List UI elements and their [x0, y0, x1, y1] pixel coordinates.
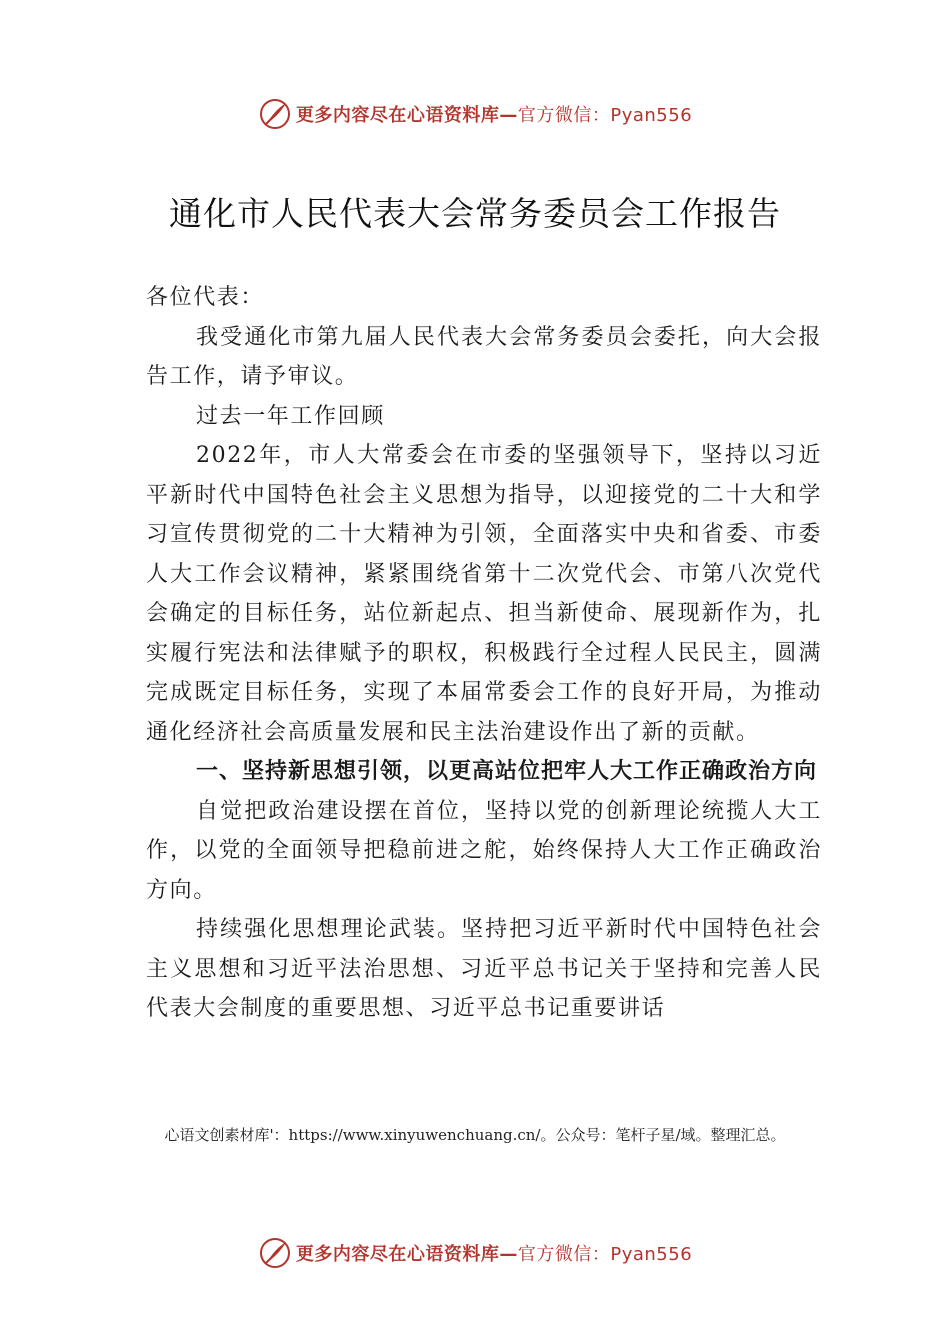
document-title: 通化市人民代表大会常务委员会工作报告	[169, 194, 781, 233]
salutation: 各位代表：	[146, 285, 265, 310]
banner-brand: 更多内容尽在心语资料库	[295, 105, 500, 126]
banner-separator: —	[499, 1244, 518, 1265]
banner-text	[296, 1240, 692, 1266]
section-label: 过去一年工作回顾	[196, 403, 385, 429]
top-banner	[0, 94, 950, 134]
section-heading-1: 一、坚持新思想引领，以更高站位把牢人大工作正确政治方向	[196, 759, 818, 784]
feather-pen-seal-icon	[258, 97, 292, 131]
banner-brand: 更多内容尽在心语资料库	[295, 1244, 500, 1265]
banner-text	[296, 101, 692, 127]
banner-wechat: 官方微信：Pyan556	[517, 105, 693, 126]
banner-wechat: 官方微信：Pyan556	[517, 1244, 693, 1265]
document-body	[146, 278, 822, 1029]
banner-separator: —	[499, 105, 518, 126]
intro-paragraph: 我受通化市第九届人民代表大会常务委员会委托，向大会报告工作，请予审议。	[146, 324, 822, 389]
paragraph-1: 自觉把政治建设摆在首位，坚持以党的创新理论统揽人大工作，以党的全面领导把稳前进之舵，始终保持人大工作正确政治方向。	[146, 798, 822, 903]
footer-note: 心语文创素材库'：https://www.xinyuwenchuang.cn/。公众号：笔杆子星/域。整理汇总。	[164, 1126, 786, 1144]
feather-pen-seal-icon	[258, 1236, 292, 1270]
review-paragraph: 2022年，市人大常委会在市委的坚强领导下，坚持以习近平新时代中国特色社会主义思想为指导，以迎接党的二十大和学习宣传贯彻党的二十大精神为引领，全面落实中央和省委、市委人大工作会议精神，紧紧围绕省第十二次党代会、市第八次党代会确定的目标任务，站位新起点、担当新使命、展现新作为，扎实履行宪法和法律赋予的职权，积极践行全过程人民民主，圆满完成既定目标任务，实现了本届常委会工作的良好开局，为推动通化经济社会高质量发展和民主法治建设作出了新的贡献。	[146, 443, 822, 745]
bottom-banner	[0, 1233, 950, 1273]
paragraph-2: 持续强化思想理论武装。坚持把习近平新时代中国特色社会主义思想和习近平法治思想、习近平总书记关于坚持和完善人民代表大会制度的重要思想、习近平总书记重要讲话	[146, 917, 822, 1021]
